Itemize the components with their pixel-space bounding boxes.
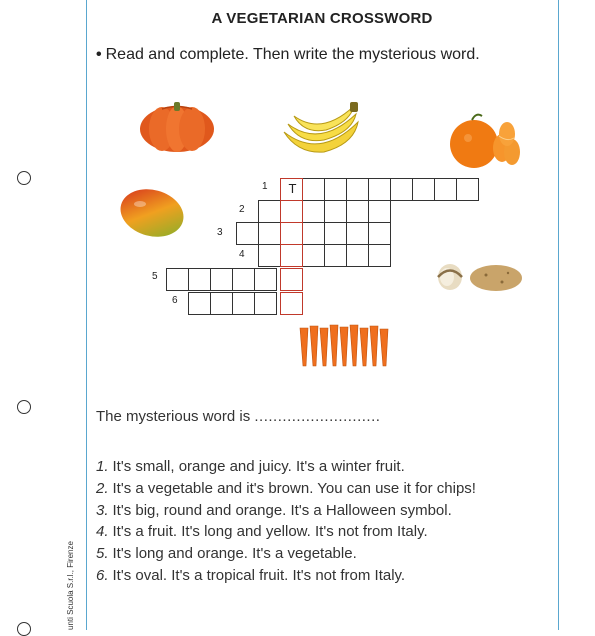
crossword-cell[interactable] [324,178,347,201]
clue-list [96,456,476,587]
crossword-cell[interactable] [346,222,369,245]
crossword-cell[interactable] [254,292,277,315]
crossword-cell[interactable] [254,268,277,291]
clue-text: It's big, round and orange. It's a Halloween symbol. [112,501,452,519]
crossword-cell[interactable] [456,178,479,201]
clue-text: It's small, orange and juicy. It's a winter fruit. [112,458,405,475]
crossword-cell[interactable] [210,268,233,291]
clue-number: 1 [262,181,268,192]
crossword-cell[interactable] [280,292,303,315]
crossword-cell[interactable] [368,222,391,245]
crossword-cell[interactable] [346,178,369,201]
crossword-cell[interactable] [302,178,325,201]
crossword-cell[interactable] [280,244,303,267]
clue-item [96,500,476,522]
crossword-cell[interactable] [368,178,391,201]
clue-index: 4. [96,523,109,541]
binder-hole [17,622,31,636]
clue-number: 3 [217,227,223,238]
clue-index: 2. [96,479,109,497]
clue-index: 5. [96,545,109,563]
clue-item [96,565,476,587]
crossword-cell[interactable] [258,244,281,267]
answer-blank[interactable]: ........................... [254,408,381,425]
copyright-note: unti Scuola S.r.l., Firenze [66,541,75,630]
clue-number: 2 [239,204,245,215]
crossword-cell[interactable] [280,222,303,245]
crossword-cell[interactable] [236,222,259,245]
clue-number: 5 [152,271,158,282]
crossword-cell[interactable] [412,178,435,201]
crossword-cell[interactable] [232,268,255,291]
mysterious-word-line [96,408,380,425]
clue-text: It's a fruit. It's long and yellow. It's not from Italy. [112,523,428,541]
crossword-cell[interactable] [258,222,281,245]
clue-number: 6 [172,295,178,306]
clue-item [96,543,476,565]
crossword-cell[interactable] [324,244,347,267]
clue-text: It's oval. It's a tropical fruit. It's not from Italy. [112,566,406,584]
clue-text: It's a vegetable and it's brown. You can use it for chips! [112,479,476,497]
crossword-cell[interactable] [324,222,347,245]
clue-item [96,456,476,478]
crossword-cell[interactable] [280,178,303,201]
crossword-cell[interactable] [280,200,303,223]
clue-index: 1. [96,458,109,475]
clue-item [96,521,476,543]
instruction-text: Read and complete. Then write the mysterious word. [105,46,480,63]
clue-item [96,478,476,500]
crossword-cell[interactable] [368,244,391,267]
mysterious-word-label: The mysterious word is [96,408,251,425]
crossword-cell[interactable] [390,178,413,201]
cell-letter: T [288,181,297,196]
crossword-cell[interactable] [302,244,325,267]
crossword-cell[interactable] [346,200,369,223]
crossword-cell[interactable] [434,178,457,201]
worksheet-title: A VEGETARIAN CROSSWORD [211,10,433,27]
crossword-cell[interactable] [188,268,211,291]
crossword-cell[interactable] [302,200,325,223]
binder-hole [17,400,31,414]
clue-text: It's long and orange. It's a vegetable. [112,545,357,563]
clue-index: 6. [96,566,109,584]
clue-index: 3. [96,501,109,519]
bullet: • [96,46,102,63]
crossword-cell[interactable] [324,200,347,223]
crossword-cell[interactable] [232,292,255,315]
crossword-cell[interactable] [368,200,391,223]
crossword-cell[interactable] [188,292,211,315]
crossword-cell[interactable] [346,244,369,267]
crossword-cell[interactable] [258,200,281,223]
crossword-cell[interactable] [280,268,303,291]
crossword-cell[interactable] [302,222,325,245]
crossword-cell[interactable] [166,268,189,291]
clue-number: 4 [239,249,245,260]
crossword-cell[interactable] [210,292,233,315]
